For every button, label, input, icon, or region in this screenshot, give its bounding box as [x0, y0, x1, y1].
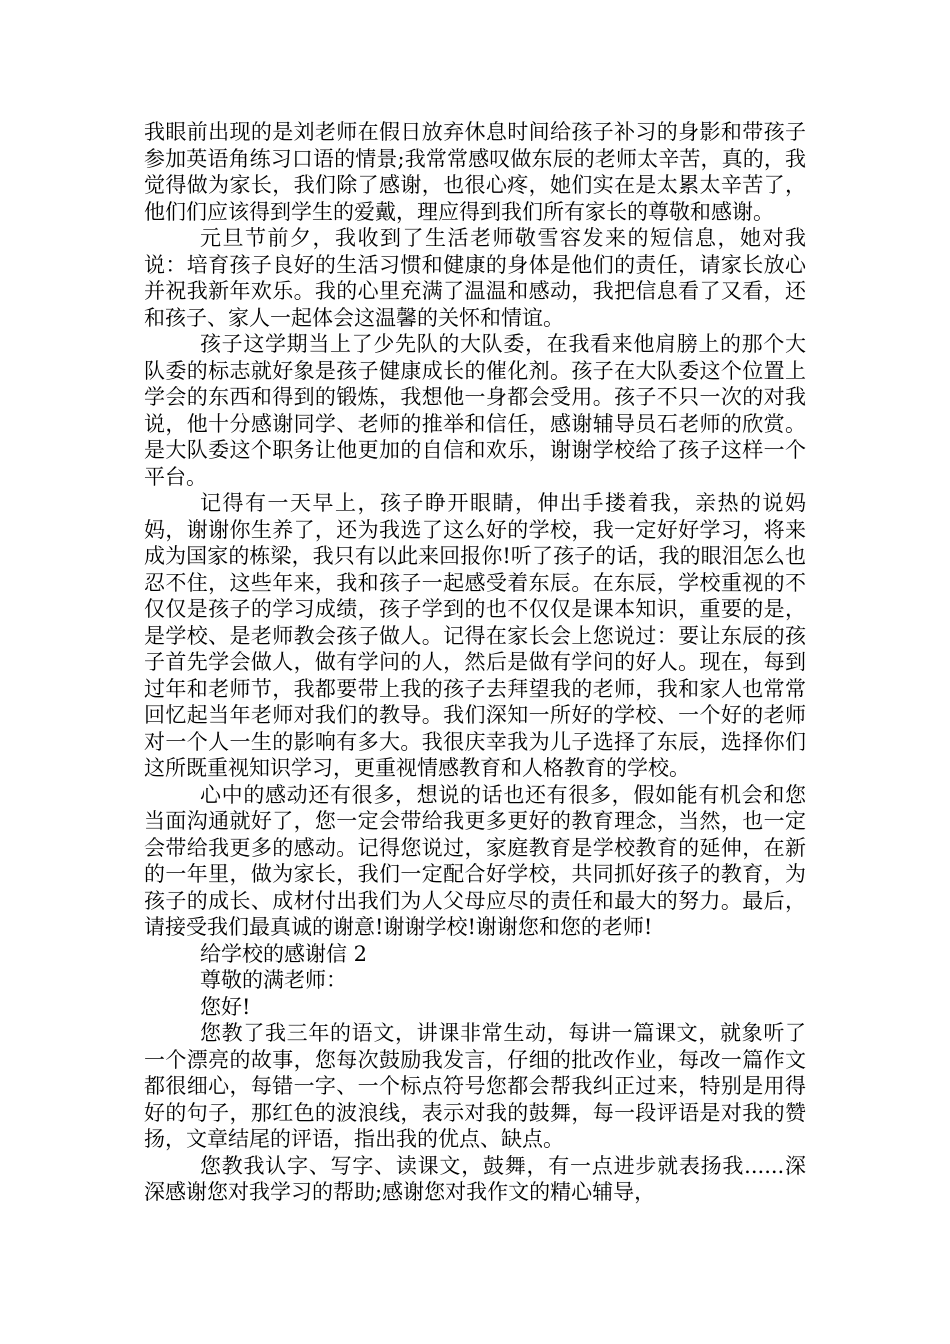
letter-salutation: 尊敬的满老师：	[200, 968, 347, 992]
document-body	[144, 119, 806, 1206]
letter-title: 给学校的感谢信 2	[200, 941, 368, 966]
paragraph-closing-thanks: 心中的感动还有很多，想说的话也还有很多，假如能有机会和您当面沟通就好了，您一定会带给我更多更好的教育理念，当然，也一定会带给我更多的感动。记得您说过，家庭教育是学校教育的延伸，在新的一年里，做为家长，我们一定配合好学校，共同抓好孩子的教育，为孩子的成长、成材付出我们为人父母应尽的责任和最大的努力。最后，请接受我们最真诚的谢意!谢谢学校!谢谢您和您的老师!	[144, 782, 806, 939]
paragraph-chinese-teacher: 您教了我三年的语文，讲课非常生动，每讲一篇课文，就象听了一个漂亮的故事，您每次鼓励我发言，仔细的批改作业，每改一篇作文都很细心，每错一字、一个标点符号您都会帮我纠正过来，特别是用得好的句子，那红色的波浪线，表示对我的鼓舞，每一段评语是对我的赞扬，文章结尾的评语，指出我的优点、缺点。	[144, 1021, 806, 1151]
letter-greeting: 您好!	[200, 994, 251, 1019]
paragraph-new-year-message: 元旦节前夕，我收到了生活老师敬雪容发来的短信息，她对我说：培育孩子良好的生活习惯和健康的身体是他们的责任，请家长放心并祝我新年欢乐。我的心里充满了温温和感动，我把信息看了又看，还和孩子、家人一起体会这温馨的关怀和情谊。	[144, 226, 806, 330]
paragraph-learning-help: 您教我认字、写字、读课文，鼓舞，有一点进步就表扬我......深深感谢您对我学习的帮助;感谢您对我作文的精心辅导，	[144, 1153, 806, 1204]
paragraph-morning-memory: 记得有一天早上，孩子睁开眼睛，伸出手搂着我，亲热的说妈妈，谢谢你生养了，还为我选了这么好的学校，我一定好好学习，将来成为国家的栋梁，我只有以此来回报你!听了孩子的话，我的眼泪怎么也忍不住，这些年来，我和孩子一起感受着东辰。在东辰，学校重视的不仅仅是孩子的学习成绩，孩子学到的也不仅仅是课本知识，重要的是，是学校、是老师教会孩子做人。记得在家长会上您说过：要让东辰的孩子首先学会做人，做有学问的人，然后是做有学问的好人。现在，每到过年和老师节，我都要带上我的孩子去拜望我的老师，我和家人也常常回忆起当年老师对我们的教导。我们深知一所好的学校、一个好的老师对一个人一生的影响有多大。我很庆幸我为儿子选择了东辰，选择你们这所既重视知识学习，更重视情感教育和人格教育的学校。	[144, 491, 806, 780]
paragraph-brigade-committee: 孩子这学期当上了少先队的大队委，在我看来他肩膀上的那个大队委的标志就好象是孩子健康成长的催化剂。孩子在大队委这个位置上学会的东西和得到的锻炼，我想他一身都会受用。孩子不只一次的对我说，他十分感谢同学、老师的推举和信任，感谢辅导员石老师的欣赏。是大队委这个职务让他更加的自信和欢乐，谢谢学校给了孩子这样一个平台。	[144, 332, 806, 489]
paragraph-continuation: 我眼前出现的是刘老师在假日放弃休息时间给孩子补习的身影和带孩子参加英语角练习口语的情景;我常常感叹做东辰的老师太辛苦，真的，我觉得做为家长，我们除了感谢，也很心疼，她们实在是太累太辛苦了，他们们应该得到学生的爱戴，理应得到我们所有家长的尊敬和感谢。	[144, 120, 806, 224]
